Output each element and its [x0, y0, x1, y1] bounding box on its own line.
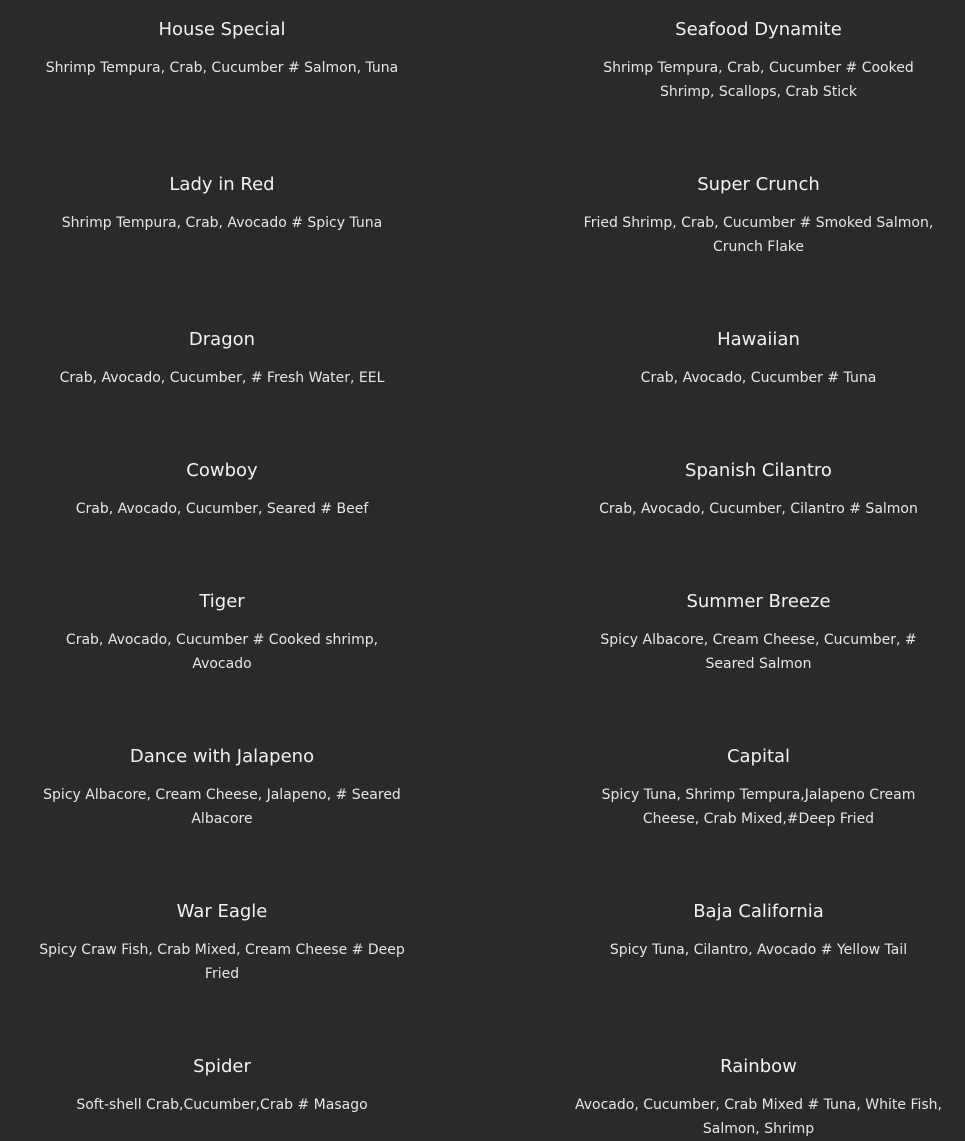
- menu-item-name: Hawaiian: [717, 329, 800, 350]
- menu-item-description: Crab, Avocado, Cucumber # Tuna: [640, 370, 877, 386]
- menu-item-description: Avocado, Cucumber, Crab Mixed # Tuna, White Fish, Salmon, Shrimp: [574, 1097, 942, 1137]
- menu-item-description: Crab, Avocado, Cucumber, Seared # Beef: [75, 501, 369, 517]
- menu-item-dance-with-jalapeno: [36, 745, 408, 831]
- menu-item-name: Super Crunch: [697, 174, 820, 195]
- menu-item-rainbow: [574, 1055, 943, 1141]
- menu-item-name: Spanish Cilantro: [685, 460, 832, 481]
- menu-item-hawaiian: [574, 328, 943, 390]
- menu-item-description: Fried Shrimp, Crab, Cucumber # Smoked Salmon, Crunch Flake: [583, 215, 934, 255]
- menu-item-name: Seafood Dynamite: [675, 19, 842, 40]
- menu-item-spanish-cilantro: [574, 459, 943, 521]
- menu-item-name: Capital: [726, 746, 791, 767]
- menu-item-name: Dragon: [188, 329, 256, 350]
- menu-item-house-special: [36, 18, 408, 80]
- menu-item-name: Lady in Red: [169, 174, 275, 195]
- menu-item-baja-california: [574, 900, 943, 962]
- menu-item-name: Spider: [193, 1056, 251, 1077]
- menu-item-name: Dance with Jalapeno: [129, 746, 315, 767]
- menu-item-name: House Special: [158, 19, 286, 40]
- menu-item-lady-in-red: [36, 173, 408, 235]
- menu-item-dragon: [36, 328, 408, 390]
- menu-item-description: Shrimp Tempura, Crab, Avocado # Spicy Tuna: [61, 215, 383, 231]
- menu-item-name: Baja California: [693, 901, 824, 922]
- menu-item-description: Crab, Avocado, Cucumber # Cooked shrimp, Avocado: [65, 632, 379, 672]
- menu-item-name: Tiger: [199, 591, 245, 612]
- menu-item-spider: [36, 1055, 408, 1117]
- menu-item-description: Crab, Avocado, Cucumber, Cilantro # Salmon: [599, 501, 918, 517]
- menu-item-summer-breeze: [574, 590, 943, 676]
- menu-item-name: Summer Breeze: [686, 591, 831, 612]
- menu-item-name: Cowboy: [186, 460, 258, 481]
- menu-item-name: Rainbow: [720, 1056, 797, 1077]
- menu-item-seafood-dynamite: [574, 18, 943, 104]
- menu-item-war-eagle: [36, 900, 408, 986]
- menu-item-description: Spicy Tuna, Cilantro, Avocado # Yellow Tail: [609, 942, 908, 958]
- menu-item-description: Shrimp Tempura, Crab, Cucumber # Cooked Shrimp, Scallops, Crab Stick: [603, 60, 914, 100]
- menu-item-name: War Eagle: [176, 901, 268, 922]
- menu-item-description: Crab, Avocado, Cucumber, # Fresh Water, EEL: [59, 370, 385, 386]
- menu-item-super-crunch: [574, 173, 943, 259]
- menu-item-description: Spicy Craw Fish, Crab Mixed, Cream Cheese # Deep Fried: [39, 942, 405, 982]
- menu-item-description: Spicy Tuna, Shrimp Tempura,Jalapeno Cream Cheese, Crab Mixed,#Deep Fried: [601, 787, 916, 827]
- menu-item-description: Spicy Albacore, Cream Cheese, Jalapeno, # Seared Albacore: [43, 787, 401, 827]
- menu-item-description: Spicy Albacore, Cream Cheese, Cucumber, # Seared Salmon: [600, 632, 917, 672]
- menu-item-description: Soft-shell Crab,Cucumber,Crab # Masago: [76, 1097, 368, 1113]
- menu-item-capital: [574, 745, 943, 831]
- menu-item-description: Shrimp Tempura, Crab, Cucumber # Salmon, Tuna: [45, 60, 399, 76]
- menu-item-cowboy: [36, 459, 408, 521]
- menu-item-tiger: [36, 590, 408, 676]
